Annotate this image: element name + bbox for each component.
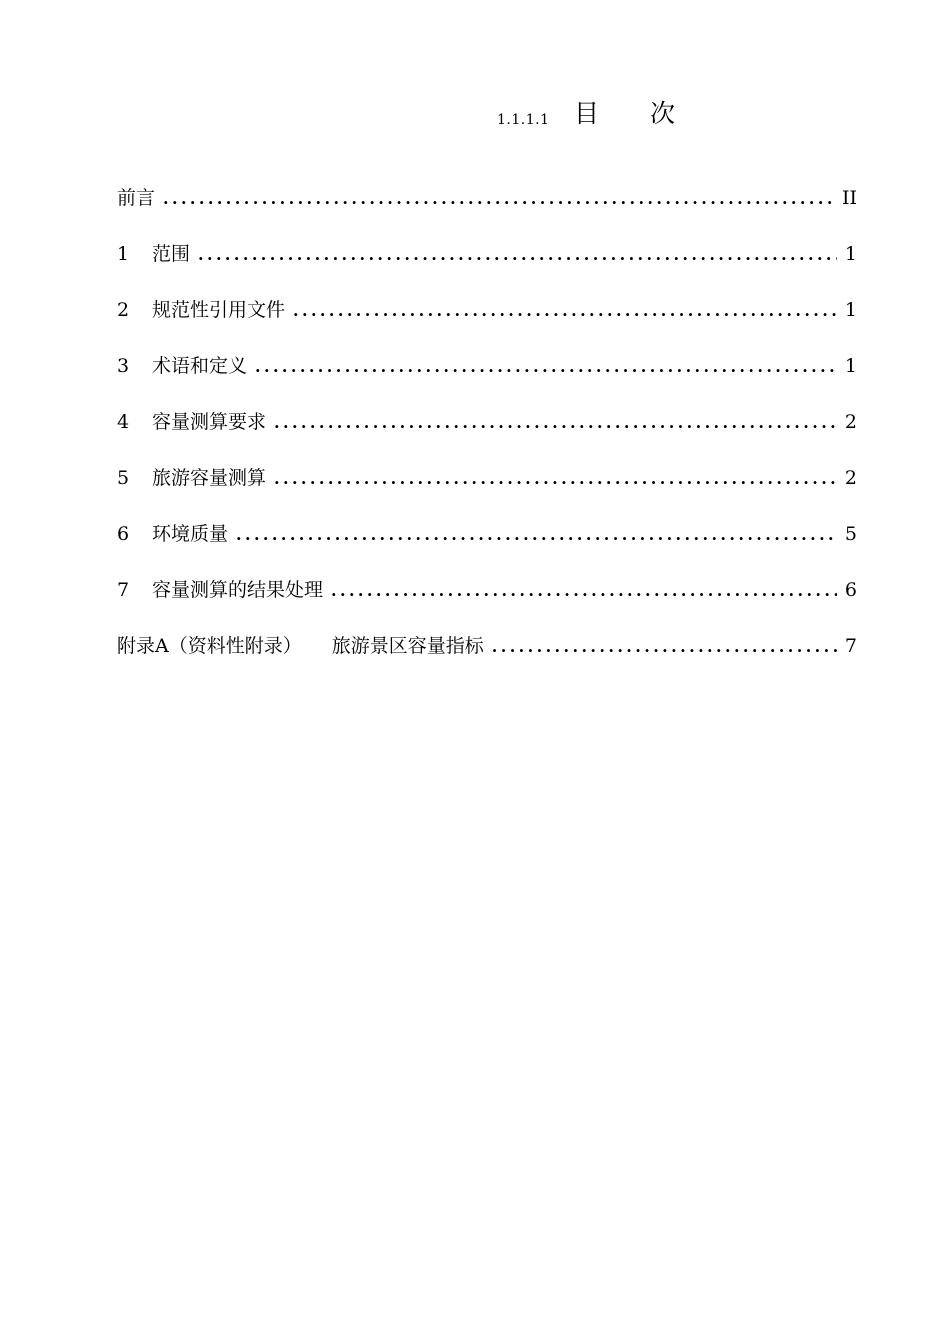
toc-entry-title: 前言 [117,187,156,209]
toc-heading [0,92,950,132]
toc-entry-tourism-capacity[interactable] [117,462,857,518]
heading-number: 1.1.1.1 [497,112,550,128]
toc-dot-leader [293,295,837,327]
toc-dot-leader [163,183,834,215]
toc-entry-number: 5 [117,467,130,489]
toc-dot-leader [255,351,837,383]
toc-entry-subtitle: 旅游景区容量指标 [331,635,484,657]
toc-entry-number: 3 [117,355,130,377]
table-of-contents [117,182,857,686]
toc-entry-number: 2 [117,299,130,321]
toc-entry-title: 容量测算要求 [152,411,267,433]
toc-page-number: 6 [844,579,857,601]
toc-entry-title: 环境质量 [152,523,229,545]
toc-dot-leader [331,575,837,607]
toc-dot-leader [236,519,837,551]
toc-page-number: 5 [844,523,857,545]
toc-page-number: II [841,187,857,209]
page-title-char-2: 次 [650,99,676,128]
toc-entry-normative-references[interactable] [117,294,857,350]
toc-entry-terms-definitions[interactable] [117,350,857,406]
toc-entry-foreword[interactable] [117,182,857,238]
toc-entry-environmental-quality[interactable] [117,518,857,574]
toc-dot-leader [274,407,837,439]
toc-dot-leader [198,239,837,271]
toc-page-number: 2 [844,411,857,433]
toc-dot-leader [274,463,837,495]
toc-entry-appendix-a[interactable] [117,630,857,686]
toc-entry-number: 7 [117,579,130,601]
toc-entry-title: 旅游容量测算 [152,467,267,489]
page-title-char-1: 目 [574,99,600,128]
toc-entry-title: 容量测算的结果处理 [152,579,324,601]
toc-entry-result-processing[interactable] [117,574,857,630]
toc-entry-title: 范围 [152,243,191,265]
toc-entry-capacity-requirements[interactable] [117,406,857,462]
toc-entry-title: 附录A（资料性附录） [117,635,302,657]
toc-page-number: 2 [844,467,857,489]
toc-entry-number: 1 [117,243,130,265]
toc-page-number: 1 [844,299,857,321]
toc-entry-title: 术语和定义 [152,355,248,377]
toc-entry-scope[interactable] [117,238,857,294]
toc-page-number: 1 [844,243,857,265]
toc-entry-number: 4 [117,411,130,433]
toc-entry-number: 6 [117,523,130,545]
toc-page-number: 1 [844,355,857,377]
toc-entry-title: 规范性引用文件 [152,299,286,321]
toc-page-number: 7 [844,635,857,657]
toc-dot-leader [492,631,837,663]
